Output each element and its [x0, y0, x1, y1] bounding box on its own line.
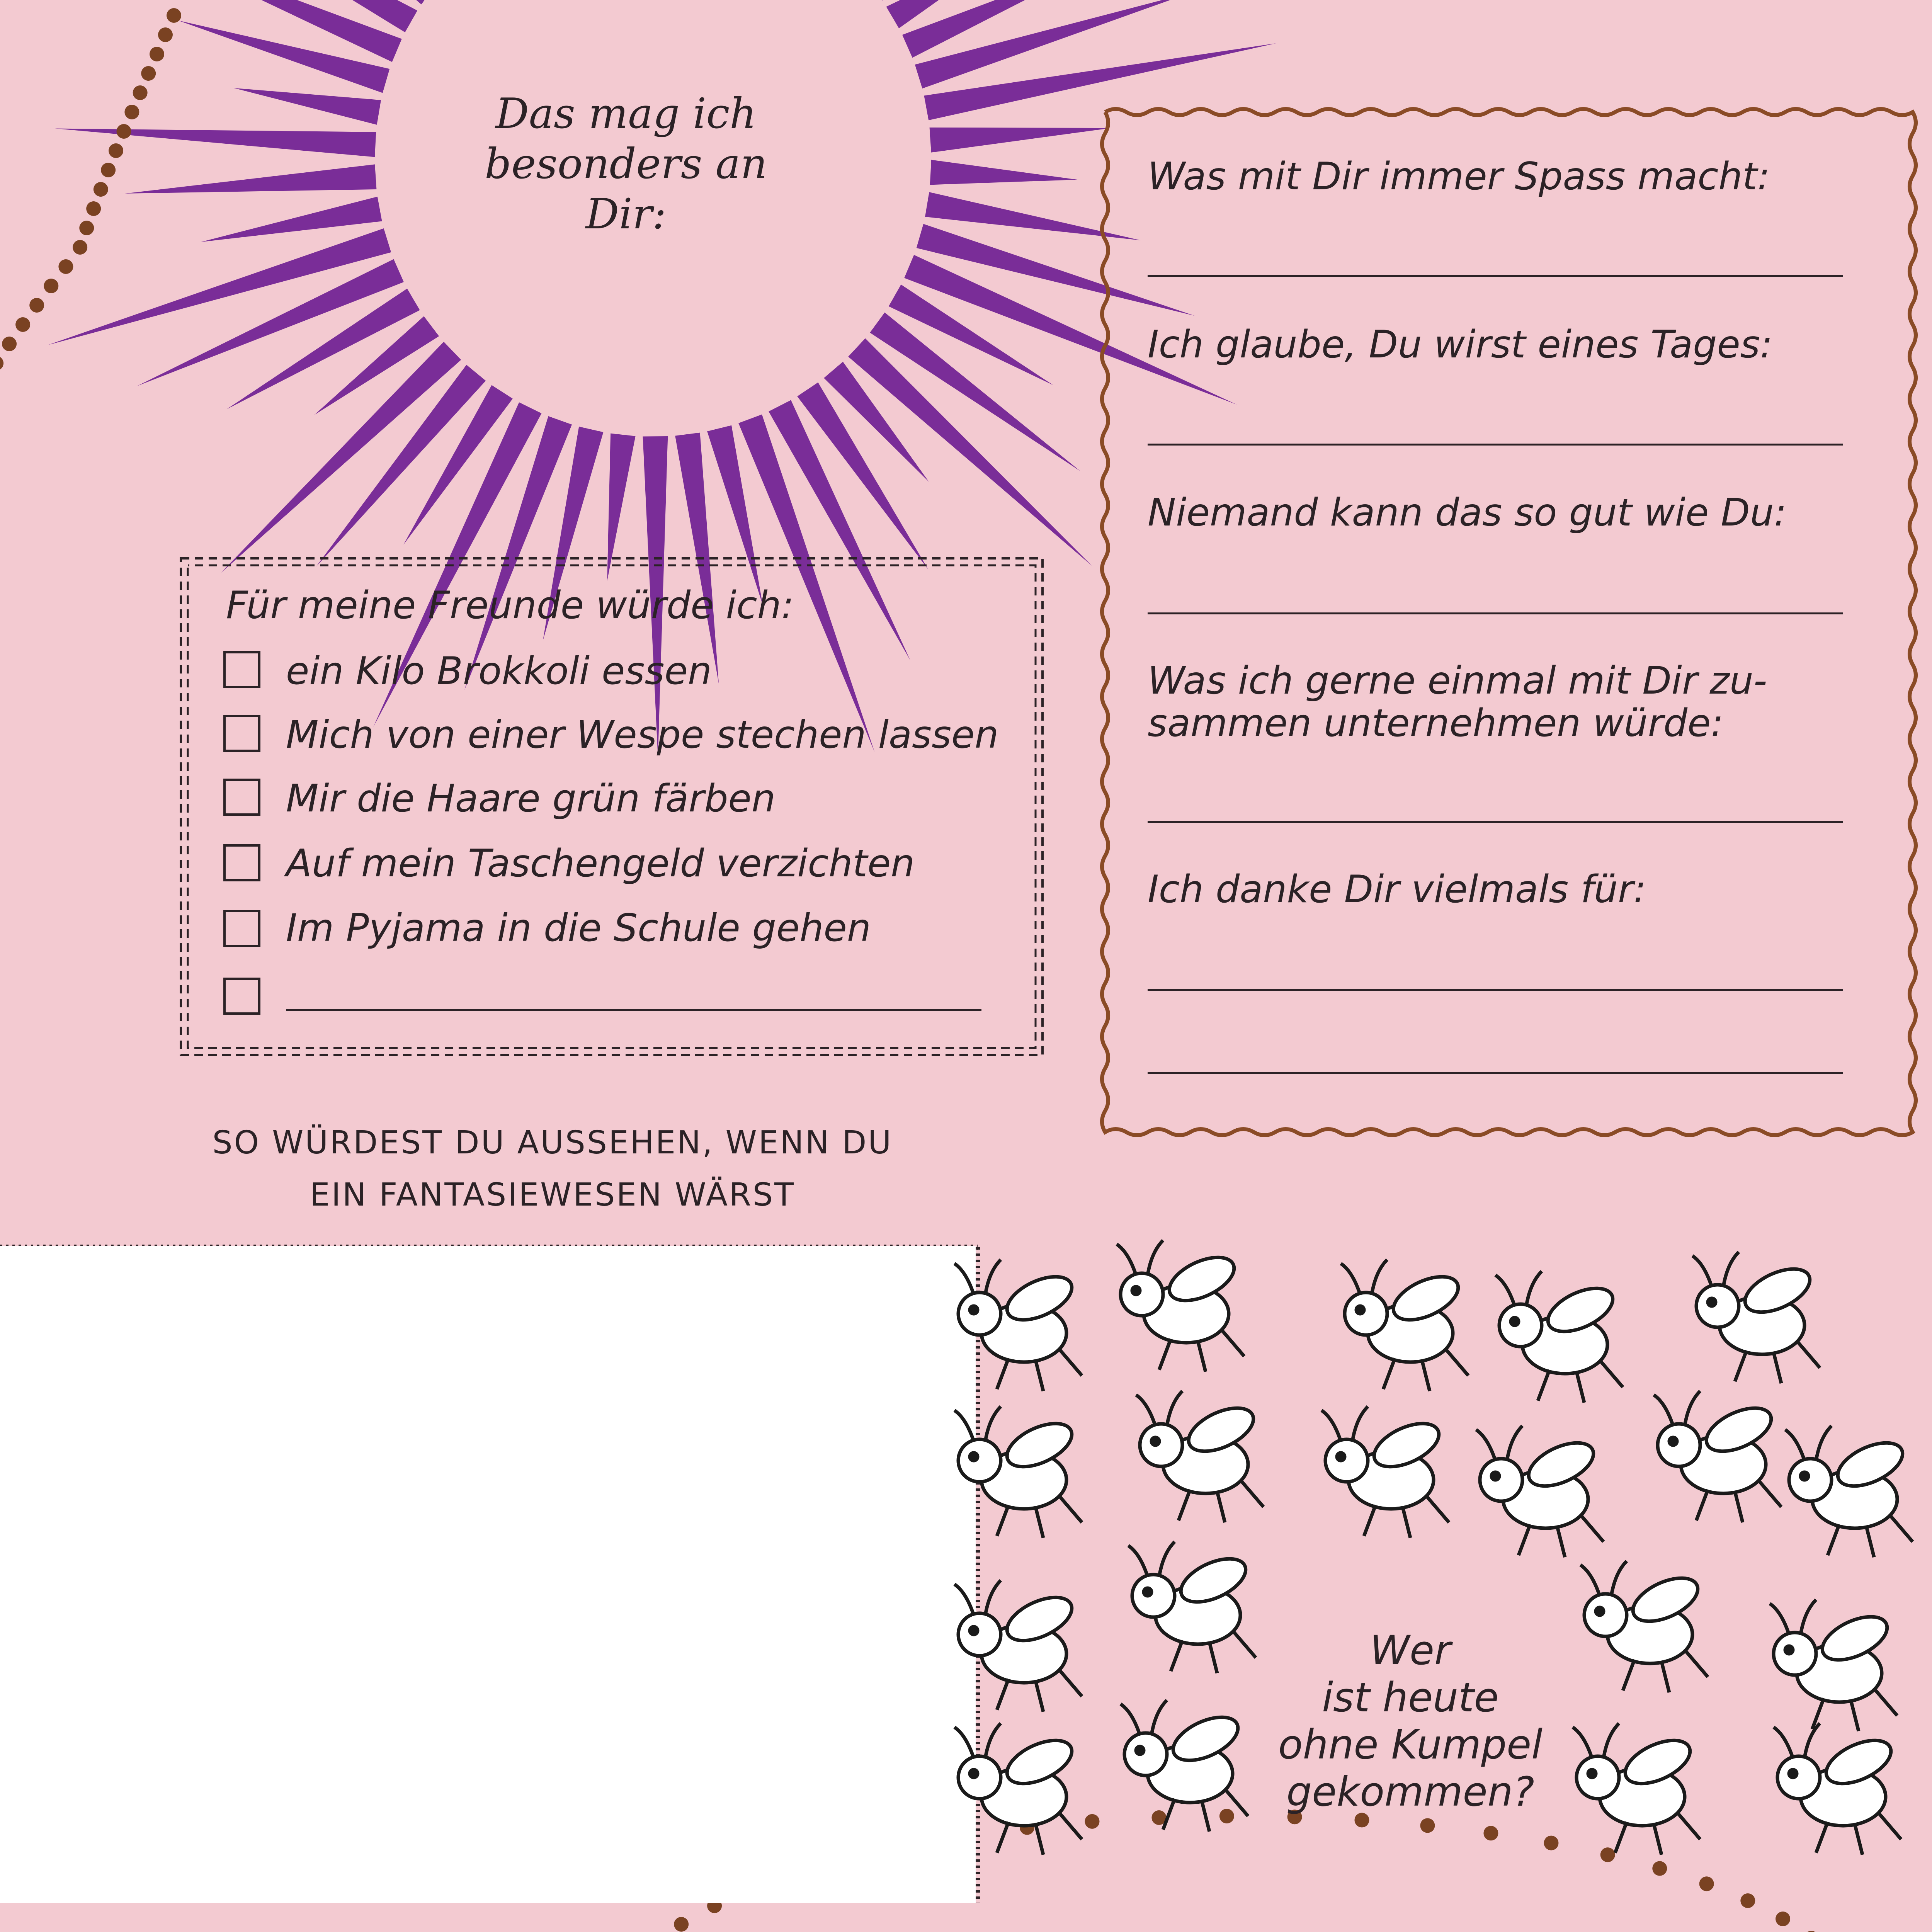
- sun-title-line1: Das mag ich: [495, 90, 757, 138]
- kumpel-line2: ist heute: [1322, 1674, 1499, 1721]
- fly-icon: [1117, 1240, 1244, 1372]
- option-5-label: Im Pyjama in die Schule gehen: [286, 906, 871, 950]
- cricket-icon: [1121, 1700, 1248, 1832]
- option-3-label: Mir die Haare grün färben: [286, 777, 776, 821]
- question-4-line2: sammen unternehmen würde:: [1148, 701, 1724, 745]
- kumpel-line4: gekommen?: [1286, 1768, 1534, 1815]
- question-4-line1: Was ich gerne einmal mit Dir zu-: [1148, 659, 1767, 703]
- question-3: Niemand kann das so gut wie Du:: [1148, 491, 1787, 535]
- option-2-label: Mich von einer Wespe stechen lassen: [286, 713, 999, 757]
- cricket-icon: [1495, 1271, 1623, 1403]
- sun-title-line2: besonders an Dir:: [485, 140, 767, 238]
- friends-heading: Für meine Freunde würde ich:: [226, 583, 794, 628]
- wasp-icon: [1321, 1406, 1449, 1538]
- mantis-icon: [954, 1580, 1082, 1712]
- question-2: Ich glaube, Du wirst eines Tages:: [1148, 323, 1773, 367]
- fly-icon: [1580, 1561, 1708, 1692]
- beetle-icon: [1770, 1600, 1897, 1731]
- kumpel-line3: ohne Kumpel: [1278, 1721, 1543, 1768]
- beetle-icon: [954, 1406, 1082, 1538]
- ladybug-icon: [1573, 1723, 1700, 1855]
- fantasy-caption-line2: EIN FANTASIEWESEN WÄRST: [310, 1177, 796, 1213]
- kumpel-question: [1236, 1627, 1584, 1815]
- ladybug-icon: [1136, 1391, 1264, 1522]
- mantis-icon: [1785, 1426, 1913, 1557]
- question-5: Ich danke Dir vielmals für:: [1148, 867, 1646, 912]
- bee-icon: [1341, 1260, 1468, 1391]
- option-1-label: ein Kilo Brokkoli essen: [286, 649, 712, 693]
- bee-icon: [1654, 1391, 1781, 1522]
- caterpillar-icon: [954, 1723, 1082, 1855]
- dragonfly-icon: [1774, 1723, 1901, 1855]
- spider-icon: [1692, 1252, 1820, 1383]
- caterpillar-icon: [1476, 1426, 1604, 1557]
- fantasy-caption-line1: SO WÜRDEST DU AUSSEHEN, WENN DU: [212, 1124, 893, 1161]
- kumpel-line1: Wer: [1370, 1627, 1451, 1674]
- option-4-label: Auf mein Taschengeld verzichten: [286, 842, 915, 886]
- question-1: Was mit Dir immer Spass macht:: [1148, 155, 1770, 199]
- bee-icon: [954, 1260, 1082, 1391]
